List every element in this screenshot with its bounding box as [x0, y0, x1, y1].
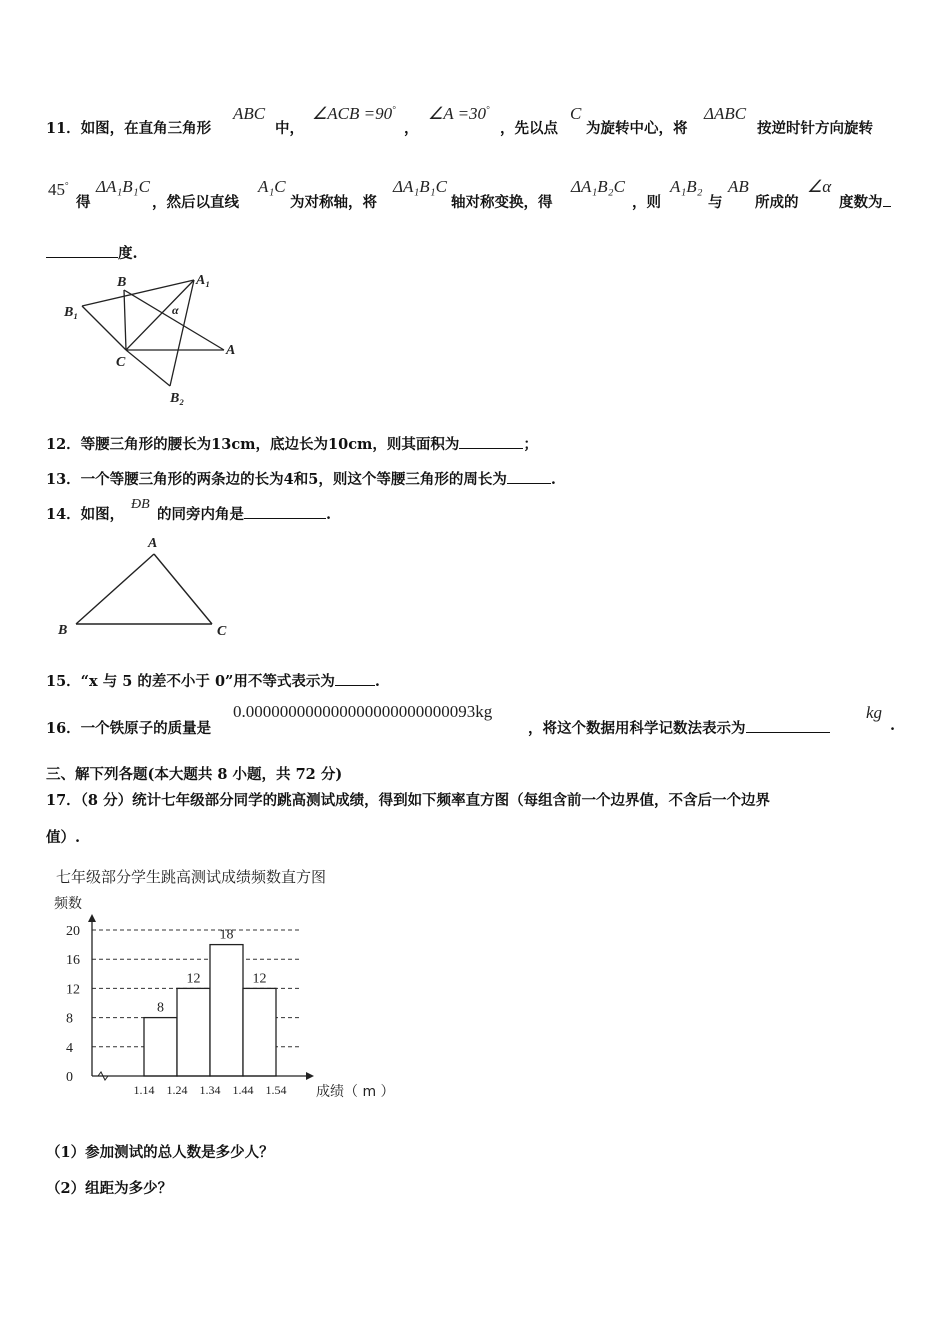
q11-math-triangle1: ΔA₁B₁C	[96, 177, 150, 196]
chart-value-label: 12	[186, 971, 201, 987]
chart-y-axis-arrow	[88, 914, 96, 922]
q14-answer-blank[interactable]	[244, 504, 326, 519]
q17-sub1: （1）参加测试的总人数是多少人？	[46, 1144, 274, 1161]
q11-text-9: 轴对称变换，得	[451, 194, 553, 211]
q11-math-a1b2: A₁B₂	[670, 177, 703, 196]
q16-answer-blank[interactable]	[746, 718, 830, 733]
q11-math-triangle: ΔABC	[704, 104, 747, 123]
fig11-label-b2: B₂	[170, 391, 185, 406]
q11-figure	[60, 268, 260, 408]
fig11-label-a: A	[226, 343, 236, 358]
chart-value-label: 12	[252, 971, 267, 987]
q13-line: 13．一个等腰三角形的两条边的长为4和5，则这个等腰三角形的周长为 .	[46, 471, 556, 488]
q11-answer-blank[interactable]	[46, 243, 118, 258]
chart-x-tick-label: 1.44	[232, 1083, 254, 1097]
q12-line: 12．等腰三角形的腰长为13cm，底边长为10cm，则其面积为 ；	[46, 436, 538, 453]
fig11-label-c: C	[116, 355, 126, 370]
q11-text-3: ，先以点	[500, 120, 558, 137]
chart-y-tick-label: 0	[66, 1070, 73, 1085]
q11-sep: ，	[404, 120, 419, 137]
q11-text-13: 度数为	[839, 191, 891, 212]
chart-y-tick-label: 16	[66, 953, 80, 969]
fig11-label-alpha: α	[172, 303, 179, 317]
q16-text-1: 16．一个铁原子的质量是	[46, 720, 212, 737]
q15-answer-blank[interactable]	[335, 671, 375, 686]
q15-line: 15．“x 与 5 的差不小于 0”用不等式表示为 .	[46, 673, 380, 690]
q11-text-10: ，则	[632, 194, 661, 211]
chart-x-axis-arrow	[306, 1072, 314, 1080]
chart-x-label: 成绩（ m ）	[316, 1084, 395, 1100]
chart-x-tick-label: 1.24	[166, 1083, 188, 1097]
fig11-line-a1-c	[126, 280, 194, 350]
chart-value-label: 8	[157, 1000, 164, 1016]
section-3-heading: 三、解下列各题(本大题共 8 小题，共 72 分)	[46, 766, 343, 783]
q11-text-5: 按逆时针方向旋转	[757, 120, 873, 137]
q17-line1: 17．（8 分）统计七年级部分同学的跳高测试成绩，得到如下频率直方图（每组含前一个边界值，不含后一个边界	[46, 792, 771, 809]
q16-math-kg: kg	[866, 703, 883, 722]
chart-bar	[144, 1018, 177, 1076]
fig11-label-a1: A₁	[196, 273, 211, 288]
q14-text-2: 的同旁内角是 .	[157, 506, 332, 523]
chart-bar	[243, 988, 276, 1076]
chart-y-tick-label: 12	[66, 982, 80, 998]
fig11-line-b-a	[124, 290, 224, 350]
q17-line2: 值）.	[46, 829, 81, 846]
q11-number: 11．	[46, 120, 81, 137]
q11-text-4: 为旋转中心，将	[586, 120, 688, 137]
q16-end: .	[890, 717, 896, 734]
q14-math-b: ÐB	[131, 497, 150, 512]
q11-text-2: 中，	[275, 120, 304, 137]
chart-bar	[210, 945, 243, 1076]
chart-title: 七年级部分学生跳高测试成绩频数直方图	[56, 868, 327, 886]
chart-x-tick-label: 1.54	[265, 1083, 287, 1097]
q11-text-8: 为对称轴，将	[290, 194, 377, 211]
chart-value-label: 18	[219, 927, 234, 943]
fig11-label-b1: B₁	[64, 305, 79, 320]
fig11-line-b1-c	[82, 306, 126, 350]
q16-math-value: 0.000000000000000000000000093kg	[233, 702, 493, 721]
chart-y-label: 频数	[54, 896, 82, 912]
fig11-label-b: B	[117, 275, 127, 290]
q14-text-1: 14．如图，	[46, 506, 125, 523]
fig14-label-c: C	[217, 624, 227, 639]
q11-text-12: 所成的	[755, 194, 799, 211]
q11-math-ab: AB	[728, 177, 749, 196]
fig14-line-ab	[76, 554, 154, 624]
q11-text-11: 与	[708, 194, 723, 211]
q11-math-triangle1b: ΔA₁B₁C	[393, 177, 447, 196]
fig14-line-ac	[154, 554, 212, 624]
q14-figure	[50, 532, 240, 642]
chart-y-tick-label: 20	[66, 924, 80, 939]
q17-histogram	[48, 862, 408, 1102]
fig11-line-c-b2	[126, 350, 170, 386]
q11-text-1: 如图，在直角三角形	[80, 120, 212, 137]
q11-text-6: 得	[76, 194, 91, 211]
fig14-label-b: B	[58, 623, 68, 638]
q11-math-triangle2: ΔA₁B₂C	[571, 177, 625, 196]
q11-math-abc: ABC	[233, 104, 266, 123]
q11-math-a1c: A₁C	[258, 177, 286, 196]
q11-math-angle-a: ∠A =30°	[428, 104, 490, 123]
q11-math-angle-acb: ∠ACB =90°	[312, 104, 396, 123]
fig14-label-a: A	[148, 536, 158, 551]
q13-answer-blank[interactable]	[507, 469, 551, 484]
chart-bar	[177, 988, 210, 1076]
q17-sub2: （2）组距为多少？	[46, 1180, 173, 1197]
q11-math-c: C	[570, 104, 582, 123]
chart-y-tick-label: 4	[66, 1040, 73, 1056]
q11-line1	[46, 117, 211, 138]
fig11-line-b-c	[124, 290, 126, 350]
q11-line3: 度.	[46, 242, 138, 263]
chart-x-tick-label: 1.34	[199, 1083, 221, 1097]
chart-y-tick-label: 8	[66, 1011, 73, 1027]
q12-answer-blank[interactable]	[459, 434, 523, 449]
q11-math-45: 45°	[48, 180, 69, 199]
q11-text-7: ，然后以直线	[152, 194, 239, 211]
q16-text-2: ，将这个数据用科学记数法表示为	[528, 717, 830, 738]
fig11-line-a1-b2	[170, 280, 194, 386]
q11-math-alpha: ∠α	[807, 177, 832, 196]
chart-x-tick-label: 1.14	[133, 1083, 155, 1097]
